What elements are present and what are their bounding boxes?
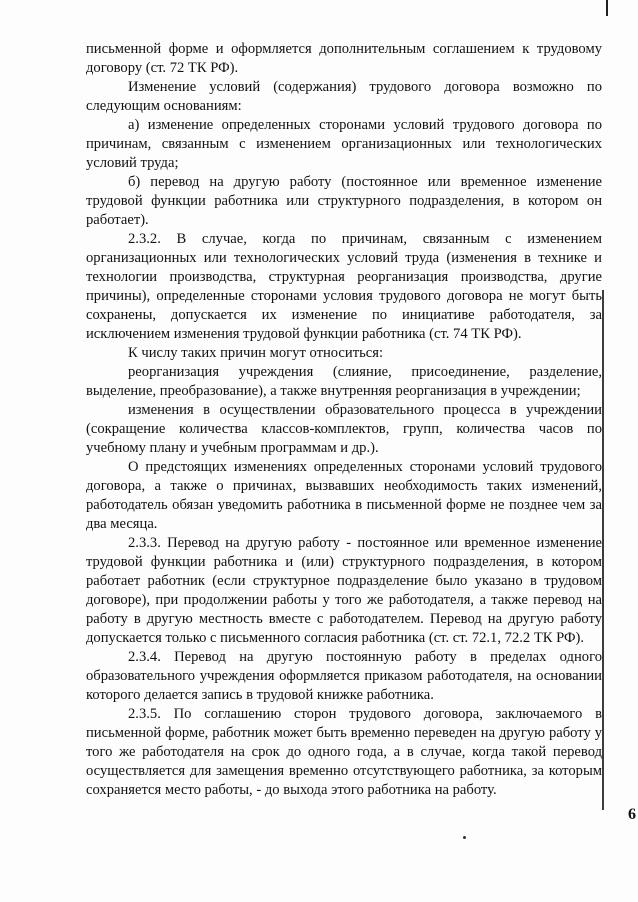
paragraph-continuation: письменной форме и оформляется дополнительным соглашением к трудовому договору (ст. 72 ТК РФ). (86, 41, 602, 76)
document-body (86, 40, 602, 800)
paragraph-2-3-2: 2.3.2. В случае, когда по причинам, связанным с изменением организационных или технологических условий труда (изменения в технике и технологии производства, структурная реорганизация производства, другие причины), определенные сторонами условия трудового договора не могут быть сохранены, допускается их изменение по инициативе работодателя, за исключением изменения трудовой функции работника (ст. 74 ТК РФ). (86, 231, 602, 342)
scan-edge-mark (606, 0, 608, 16)
paragraph-2-3-3: 2.3.3. Перевод на другую работу - постоянное или временное изменение трудовой функции работника и (или) структурного подразделения, в котором работает работник (если структурное подразделение было указано в трудовом договоре), при продолжении работы у того же работодателя, а также перевод на работу в другую местность вместе с работодателем. Перевод на другую работу допускается только с письменного согласия работника (ст. ст. 72.1, 72.2 ТК РФ). (86, 535, 602, 646)
scan-speck (463, 836, 466, 839)
paragraph-educational-changes: изменения в осуществлении образовательного процесса в учреждении (сокращение количества классов-комплектов, групп, количества часов по учебному плану и учебным программам и др.). (86, 402, 602, 456)
paragraph-2-3-5: 2.3.5. По соглашению сторон трудового договора, заключаемого в письменной форме, работник может быть временно переведен на другую работу у того же работодателя на срок до одного года, а в случае, когда такой перевод осуществляется для замещения временно отсутствующего работника, за которым сохраняется место работы, - до выхода этого работника на работу. (86, 706, 602, 798)
paragraph-grounds-intro: Изменение условий (содержания) трудового договора возможно по следующим основаниям: (86, 79, 602, 114)
paragraph-notification: О предстоящих изменениях определенных сторонами условий трудового договора, а также о причинах, вызвавших необходимость таких изменений, работодатель обязан уведомить работника в письменной форме не позднее чем за два месяца. (86, 459, 602, 532)
scan-binding-shadow (602, 290, 604, 810)
paragraph-reorganization: реорганизация учреждения (слияние, присоединение, разделение, выделение, преобразование), а также внутренняя реорганизация в учреждении; (86, 364, 602, 399)
paragraph-ground-a: а) изменение определенных сторонами условий трудового договора по причинам, связанным с изменением организационных или технологических условий труда; (86, 117, 602, 171)
paragraph-reasons-intro: К числу таких причин могут относиться: (128, 345, 383, 361)
paragraph-ground-b: б) перевод на другую работу (постоянное или временное изменение трудовой функции работника или структурного подразделения, в котором он работает). (86, 174, 602, 228)
paragraph-2-3-4: 2.3.4. Перевод на другую постоянную работу в пределах одного образовательного учреждения оформляется приказом работодателя, на основании которого делается запись в трудовой книжке работника. (86, 649, 602, 703)
page-number: 6 (628, 806, 636, 823)
